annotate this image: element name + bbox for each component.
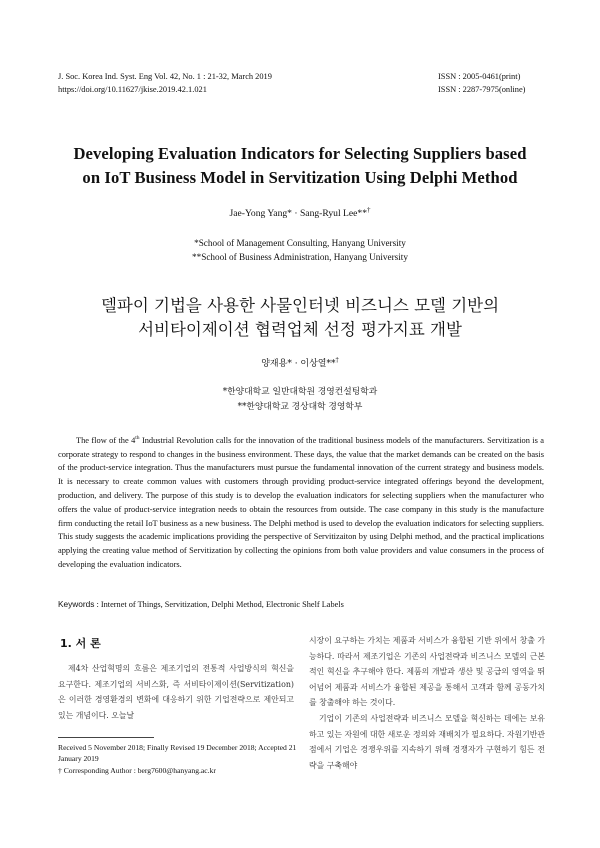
korean-affiliation-2: **한양대학교 경상대학 경영학부 <box>237 401 363 412</box>
intro-right-paragraph-1: 시장이 요구하는 가치는 제품과 서비스가 융합된 기반 위에서 창출 가능하다. 따라서 제조기업은 기존의 사업전략과 비즈니스 모델의 근본적인 혁신을 추구해야 한다. 제품의 개발과 생산 및 공급의 영역을 뛰어넘어 제품과 서비스가 융합된 제공을 통해서 고객과 함께 공동가치를 창출해야 하는 것이다. <box>309 636 546 708</box>
korean-affiliations <box>0 385 600 414</box>
intro-right-column <box>309 633 545 773</box>
english-authors <box>0 206 600 219</box>
korean-author-2-mark: ** <box>326 359 336 369</box>
korean-author-separator: · <box>291 359 301 369</box>
abstract-superscript: th <box>135 435 140 441</box>
journal-info <box>58 71 272 96</box>
author-1-name: Jae-Yong Yang <box>229 208 288 220</box>
keywords-label: Keywords <box>58 599 95 609</box>
affiliation-2: **School of Business Administration, Hanyang University <box>192 251 408 262</box>
author-2-name: Sang-Ryul Lee <box>299 208 358 220</box>
section-heading: 1. 서 론 <box>60 637 101 650</box>
footnote-corresponding <box>58 765 298 776</box>
intro-right-paragraph-2: 기업이 기존의 사업전략과 비즈니스 모델을 혁신하는 데에는 보유하고 있는 자원에 대한 새로운 정의와 재배치가 필요하다. 자원기반관점에서 기업은 경쟁우위를 지속하기 위해 경쟁자가 구현하기 힘든 전략을 구축해야 <box>309 713 546 770</box>
korean-authors <box>0 356 600 369</box>
issn-info <box>438 71 525 96</box>
journal-line: J. Soc. Korea Ind. Syst. Eng Vol. 42, No. 1 : 21-32, March 2019 <box>58 72 272 81</box>
footnote-dagger: † <box>58 765 62 775</box>
korean-author-1-mark: * <box>287 359 292 369</box>
doi-link[interactable]: https://doi.org/10.11627/jkise.2019.42.1.021 <box>58 84 207 94</box>
korean-author-2-name: 이상열 <box>300 359 327 369</box>
corresponding-dagger: † <box>367 206 371 214</box>
affiliation-1: *School of Management Consulting, Hanyang University <box>194 238 406 248</box>
english-affiliations <box>0 237 600 264</box>
issn-print: ISSN : 2005-0461(print) <box>438 72 521 81</box>
english-title-line2: on IoT Business Model in Servitization Using Delphi Method <box>82 168 518 187</box>
keywords-list: : Internet of Things, Servitization, Delphi Method, Electronic Shelf Labels <box>94 600 344 609</box>
korean-corresponding-dagger: † <box>335 356 339 364</box>
english-title <box>0 142 600 190</box>
keywords <box>58 599 548 609</box>
korean-title-line1: 델파이 기법을 사용한 사물인터넷 비즈니스 모델 기반의 <box>100 296 500 315</box>
footnote-received-dates: Received 5 November 2018; Finally Revised 19 December 2018; Accepted 21 January 2019 <box>58 743 297 764</box>
english-title-line1: Developing Evaluation Indicators for Selecting Suppliers based <box>73 144 527 163</box>
author-1-mark: * <box>287 208 292 220</box>
abstract-text-body: Industrial Revolution calls for the innovation of the traditional business models of the manufacturers. Servitization is a corporate strategy to respond to changes in the business environment. These days, the value that the market demands can be created on the basis of the product-service integration. Thus the manufacturers must pursue the fundamental innovation of the current strategy and business models. It is necessary to create common values with customers through providing product-service integrated offerings beyond the development, production, and delivery. The purpose of this study is to develop the evaluation indicators for selecting suppliers when the manufacturer who offers the value of product-service integration needs to obtain the resources from outside. The case company in this study is the manufacture firm conducting the retail IoT business as a new business. The Delphi method is used to develop the evaluation indicators for selecting suppliers. This study suggests the academic implications providing the perspective of Servitizaiton by using Delphi method, and the practical implications applying the creating value method of Servitization by collecting the opinions from both value providers and value consumers in the process of developing the evaluation indicators. <box>58 435 544 569</box>
author-2-mark: ** <box>357 208 367 220</box>
korean-affiliation-1: *한양대학교 일반대학원 경영컨설팅학과 <box>222 387 378 397</box>
abstract-text-start: The flow of the 4 <box>76 435 136 445</box>
korean-title-line2: 서비타이제이션 협력업체 선정 평가지표 개발 <box>138 320 462 339</box>
korean-author-1-name: 양재용 <box>261 359 288 369</box>
abstract <box>58 432 544 572</box>
intro-left-paragraph: 제4차 산업혁명의 흐름은 제조기업의 전통적 사업방식의 혁신을 요구한다. 제조기업의 서비스화, 즉 서비타이제이션(Servitization)은 이러한 경영환경의 변화에 대응하기 위한 기업전략으로 제안되고 있는 개념이다. 오늘날 <box>58 664 294 720</box>
footnote <box>58 742 298 776</box>
footnote-corresponding-author: Corresponding Author : berg7600@hanyang.ac.kr <box>61 765 216 775</box>
author-separator: · <box>291 208 300 220</box>
footnote-divider <box>58 737 154 738</box>
issn-online: ISSN : 2287-7975(online) <box>438 84 526 94</box>
korean-title <box>0 294 600 342</box>
